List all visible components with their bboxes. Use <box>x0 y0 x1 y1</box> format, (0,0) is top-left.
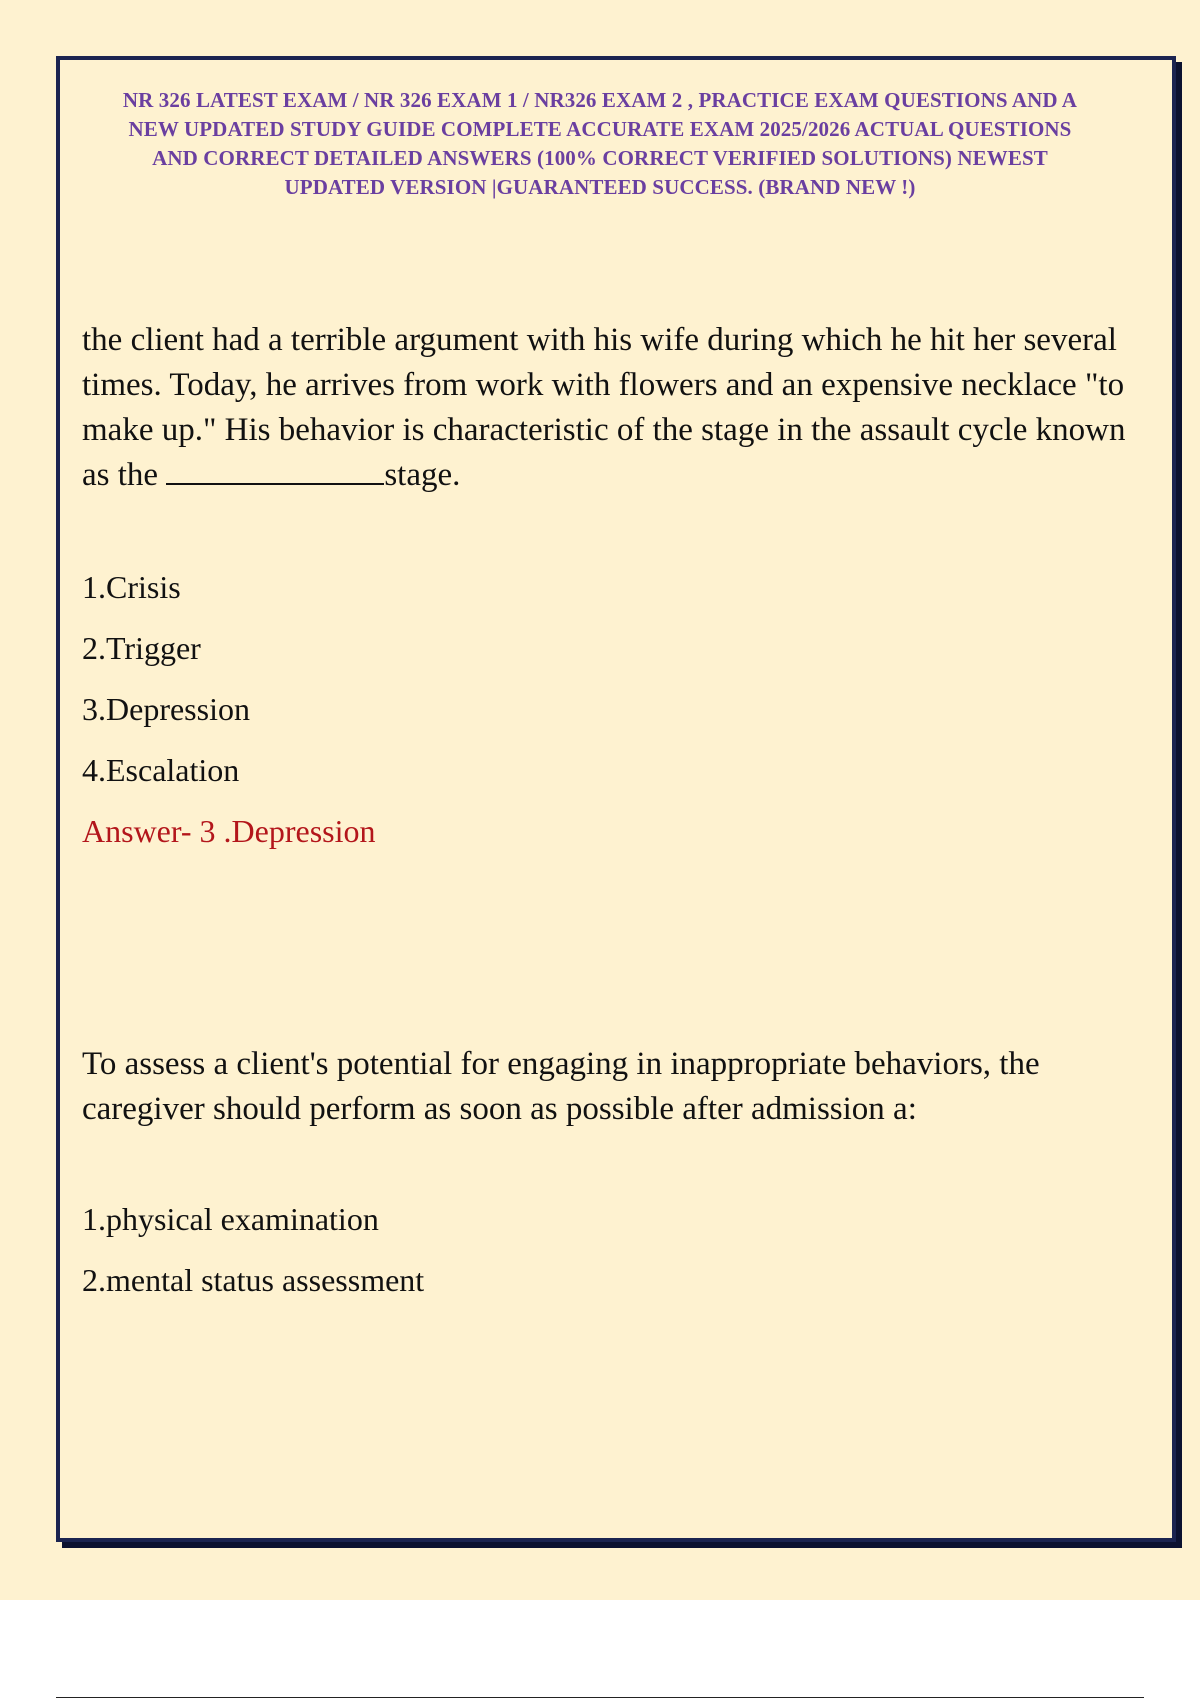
question-1-option-1: 1.Crisis <box>82 569 181 605</box>
question-2-option-1: 1.physical examination <box>82 1201 379 1237</box>
question-1-text <box>82 318 1130 498</box>
document-header: NR 326 LATEST EXAM / NR 326 EXAM 1 / NR326 EXAM 2 , PRACTICE EXAM QUESTIONS AND A NEW UPDATED STUDY GUIDE COMPLETE ACCURATE EXAM 2025/2026 ACTUAL QUESTIONS AND CORRECT DETAILED ANSWERS (100% CORRECT VERIFIED SOLUTIONS) NEWEST UPDATED VERSION |GUARANTEED SUCCESS. (BRAND NEW !) <box>122 88 1078 199</box>
answer-blank <box>166 453 384 485</box>
question-1-text-after-blank: stage. <box>384 457 461 493</box>
question-1-text-before-blank: the client had a terrible argument with his wife during which he hit her several times. Today, he arrives from work with flowers and an expensive necklace "to make up." His behavior is characteristic of the stage in the assault cycle known as the <box>82 322 1126 493</box>
question-block-2 <box>82 1042 1130 1322</box>
question-2-option-2: 2.mental status assessment <box>82 1262 425 1298</box>
footer-rule <box>56 1697 1144 1698</box>
question-block-1 <box>82 318 1130 850</box>
question-1-option-2: 2.Trigger <box>82 630 201 666</box>
question-1-option-4: 4.Escalation <box>82 752 240 788</box>
question-1-answer: Answer- 3 .Depression <box>82 813 376 849</box>
question-2-text: To assess a client's potential for engaging in inappropriate behaviors, the caregiver should perform as soon as possible after admission a: <box>82 1046 1040 1127</box>
question-1-option-3: 3.Depression <box>82 691 250 727</box>
question-2-options <box>82 1200 1130 1299</box>
question-1-options <box>82 568 1130 850</box>
